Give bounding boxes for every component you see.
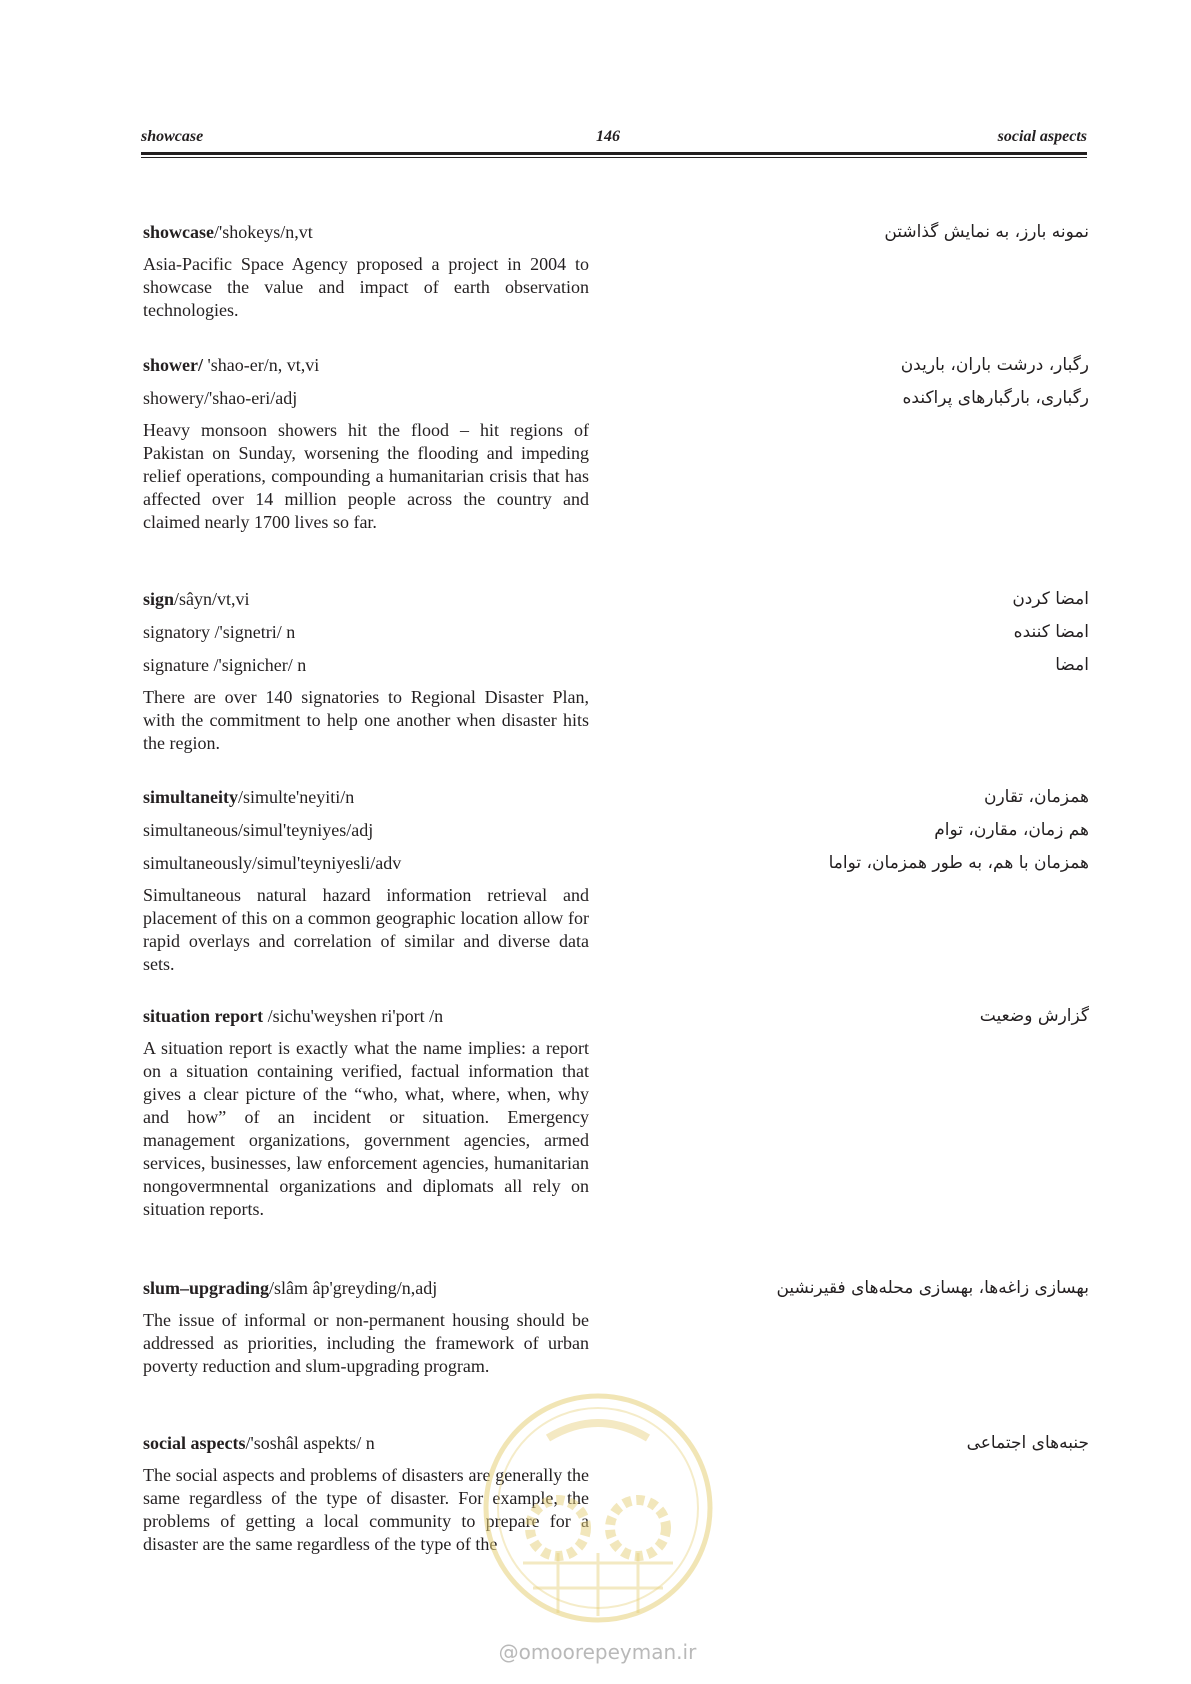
persian-translation: امضا کردن xyxy=(1012,589,1089,609)
pronunciation: /simulte'neyiti/n xyxy=(238,787,355,807)
persian-translation: همزمان، تقارن xyxy=(983,787,1089,807)
header-rule-thin xyxy=(141,157,1087,158)
term xyxy=(143,222,313,243)
derived-form: showery/'shao-eri/adj xyxy=(143,388,298,408)
persian-translation: جنبه‌های اجتماعی xyxy=(966,1433,1089,1453)
term xyxy=(143,622,295,643)
entry-line xyxy=(143,1278,1089,1311)
entry-line xyxy=(143,388,1089,421)
example-sentence: The issue of informal or non-permanent housing should be addressed as priorities, including the framework of urban poverty reduction and slum-upgrading program. xyxy=(143,1310,589,1376)
entry-slum-upgrading xyxy=(143,1278,1089,1378)
entry-line xyxy=(143,820,1089,853)
headword: slum–upgrading xyxy=(143,1278,270,1298)
term xyxy=(143,655,306,676)
pronunciation: 'shao-er/n, vt,vi xyxy=(203,355,320,375)
headword: social aspects xyxy=(143,1433,246,1453)
term xyxy=(143,1006,443,1027)
persian-translation: بهسازی زاغه‌ها، بهسازی محله‌های فقیرنشین xyxy=(776,1278,1089,1298)
example-sentence: There are over 140 signatories to Regional Disaster Plan, with the commitment to help one another when disaster hits the region. xyxy=(143,687,589,753)
header-rule-thick xyxy=(141,152,1087,155)
entry-line xyxy=(143,622,1089,655)
header-right-term: social aspects xyxy=(997,128,1087,145)
watermark-url xyxy=(480,1640,715,1664)
term xyxy=(143,589,250,610)
derived-form: simultaneous/simul'teyniyes/adj xyxy=(143,820,374,840)
headword: shower/ xyxy=(143,355,203,375)
entry-sign xyxy=(143,589,1089,755)
entry-shower xyxy=(143,355,1089,534)
persian-translation: نمونه بارز، به نمایش گذاشتن xyxy=(884,222,1089,242)
persian-translation: رگباری، بارگبارهای پراکنده xyxy=(902,388,1089,408)
header-left-term: showcase xyxy=(141,128,204,145)
entry-showcase xyxy=(143,222,1089,322)
example-sentence: Simultaneous natural hazard information retrieval and placement of this on a common geographic location allow for rapid overlays and correlation of similar and diverse data sets. xyxy=(143,885,589,974)
headword: simultaneity xyxy=(143,787,239,807)
example-sentence: Heavy monsoon showers hit the flood – hit regions of Pakistan on Sunday, worsening the flooding and impeding relief operations, compounding a humanitarian crisis that has affected over 14 million people across the country and claimed nearly 1700 lives so far. xyxy=(143,420,589,532)
headword: showcase xyxy=(143,222,214,242)
running-header xyxy=(141,128,1087,152)
term xyxy=(143,1433,375,1454)
term xyxy=(143,853,401,874)
persian-translation: امضا xyxy=(1055,655,1089,675)
term xyxy=(143,355,319,376)
persian-translation: امضا کننده xyxy=(1013,622,1089,642)
at-icon: @ xyxy=(498,1640,519,1664)
derived-form: signature /'signicher/ n xyxy=(143,655,307,675)
pronunciation: /'shokeys/n,vt xyxy=(214,222,313,242)
watermark-seal-icon xyxy=(478,1388,718,1628)
persian-translation: گزارش وضعیت xyxy=(979,1006,1089,1026)
entry-line xyxy=(143,222,1089,255)
derived-form: simultaneously/simul'teyniyesli/adv xyxy=(143,853,402,873)
watermark-url-text: omoorepeyman.ir xyxy=(518,1640,697,1664)
pronunciation: /sâyn/vt,vi xyxy=(174,589,250,609)
example-sentence: Asia-Pacific Space Agency proposed a project in 2004 to showcase the value and impact of earth observation technologies. xyxy=(143,254,589,320)
example-sentence: The social aspects and problems of disasters are generally the same regardless of the type of disaster. For example, the problems of getting a local community to prepare for a disaster are the same regardless of the type of the xyxy=(143,1465,589,1554)
entry-line xyxy=(143,655,1089,688)
headword: situation report xyxy=(143,1006,264,1026)
entry-simultaneity xyxy=(143,787,1089,976)
pronunciation: /sichu'weyshen ri'port /n xyxy=(263,1006,444,1026)
entry-line xyxy=(143,1006,1089,1039)
pronunciation: /slâm âp'greyding/n,adj xyxy=(269,1278,438,1298)
entry-line xyxy=(143,853,1089,886)
persian-translation: هم زمان، مقارن، توام xyxy=(934,820,1089,840)
entry-line xyxy=(143,355,1089,388)
term xyxy=(143,1278,437,1299)
persian-translation: رگبار، درشت باران، باریدن xyxy=(900,355,1089,375)
entry-line xyxy=(143,787,1089,820)
pronunciation: /'soshâl aspekts/ n xyxy=(245,1433,375,1453)
persian-translation: همزمان با هم، به طور همزمان، تواما xyxy=(828,853,1089,873)
page-number: 146 xyxy=(596,128,620,145)
example-sentence: A situation report is exactly what the name implies: a report on a situation containing verified, factual information that gives a clear picture of the “who, what, where, when, why and how” of an incident or situation. Emergency management organizations, government agencies, armed services, businesses, law enforcement agencies, humanitarian nongovermnental organizations and diplomats all rely on situation reports. xyxy=(143,1038,589,1219)
derived-form: signatory /'signetri/ n xyxy=(143,622,296,642)
headword: sign xyxy=(143,589,175,609)
term xyxy=(143,388,297,409)
term xyxy=(143,787,354,808)
term xyxy=(143,820,373,841)
entry-line xyxy=(143,589,1089,622)
entry-situation-report xyxy=(143,1006,1089,1221)
